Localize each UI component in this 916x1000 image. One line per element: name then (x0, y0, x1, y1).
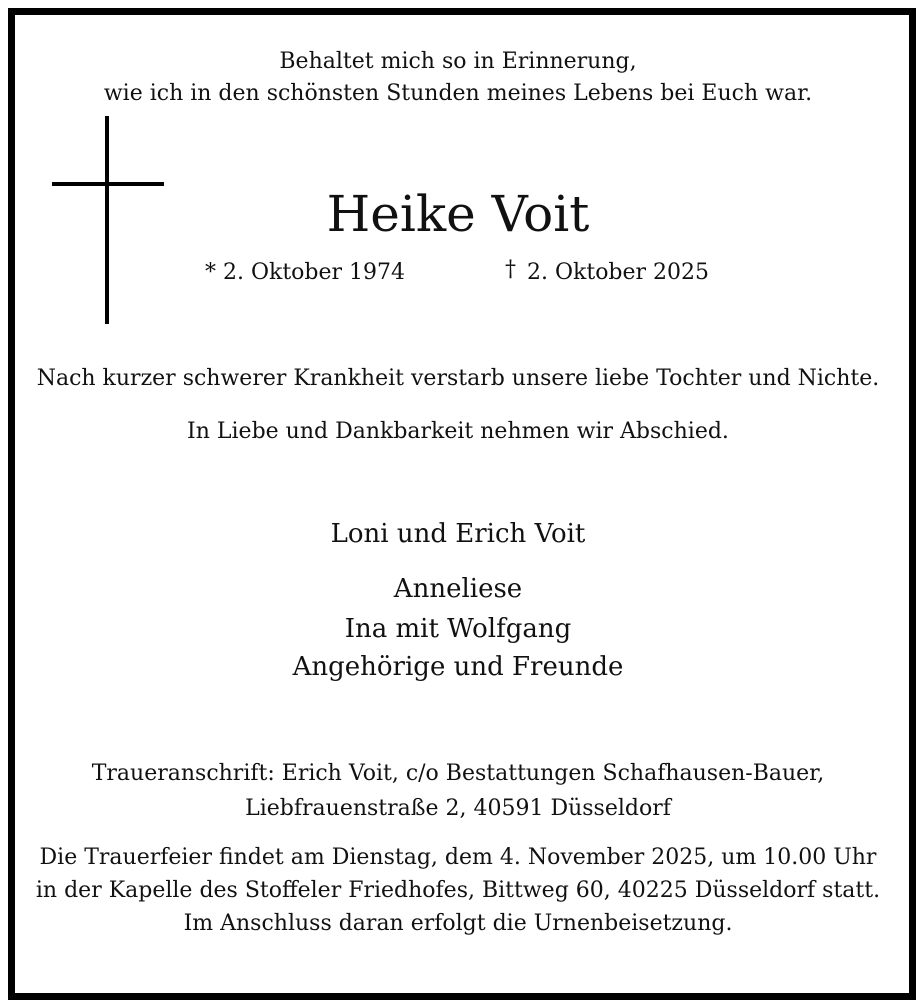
mourner-name: Anneliese (393, 574, 523, 604)
mourner-name: Ina mit Wolfgang (344, 614, 572, 644)
farewell-text: In Liebe und Dankbarkeit nehmen wir Abschied. (187, 419, 729, 444)
ceremony-line-2: in der Kapelle des Stoffeler Friedhofes, Bittweg 60, 40225 Düsseldorf statt. (35, 878, 881, 903)
ceremony-line-1: Die Trauerfeier findet am Dienstag, dem 4. November 2025, um 10.00 Uhr (39, 845, 877, 870)
quote-line-1: Behaltet mich so in Erinnerung, (279, 49, 637, 74)
death-date: 2. Oktober 2025 (527, 260, 710, 285)
announcement-text: Nach kurzer schwerer Krankheit verstarb unsere liebe Tochter und Nichte. (36, 366, 880, 391)
deceased-name: Heike Voit (326, 185, 590, 243)
mourner-name: Angehörige und Freunde (292, 652, 624, 682)
quote-line-2: wie ich in den schönsten Stunden meines Lebens bei Euch war. (103, 81, 813, 106)
ceremony-line-3: Im Anschluss daran erfolgt die Urnenbeisetzung. (183, 911, 733, 936)
condolence-address-line-2: Liebfrauenstraße 2, 40591 Düsseldorf (245, 796, 671, 821)
condolence-address-line-1: Traueranschrift: Erich Voit, c/o Bestattungen Schafhausen-Bauer, (91, 761, 825, 786)
dagger-icon: † (505, 257, 516, 282)
mourner-parents: Loni und Erich Voit (330, 519, 586, 549)
birth-date: * 2. Oktober 1974 (205, 260, 406, 285)
